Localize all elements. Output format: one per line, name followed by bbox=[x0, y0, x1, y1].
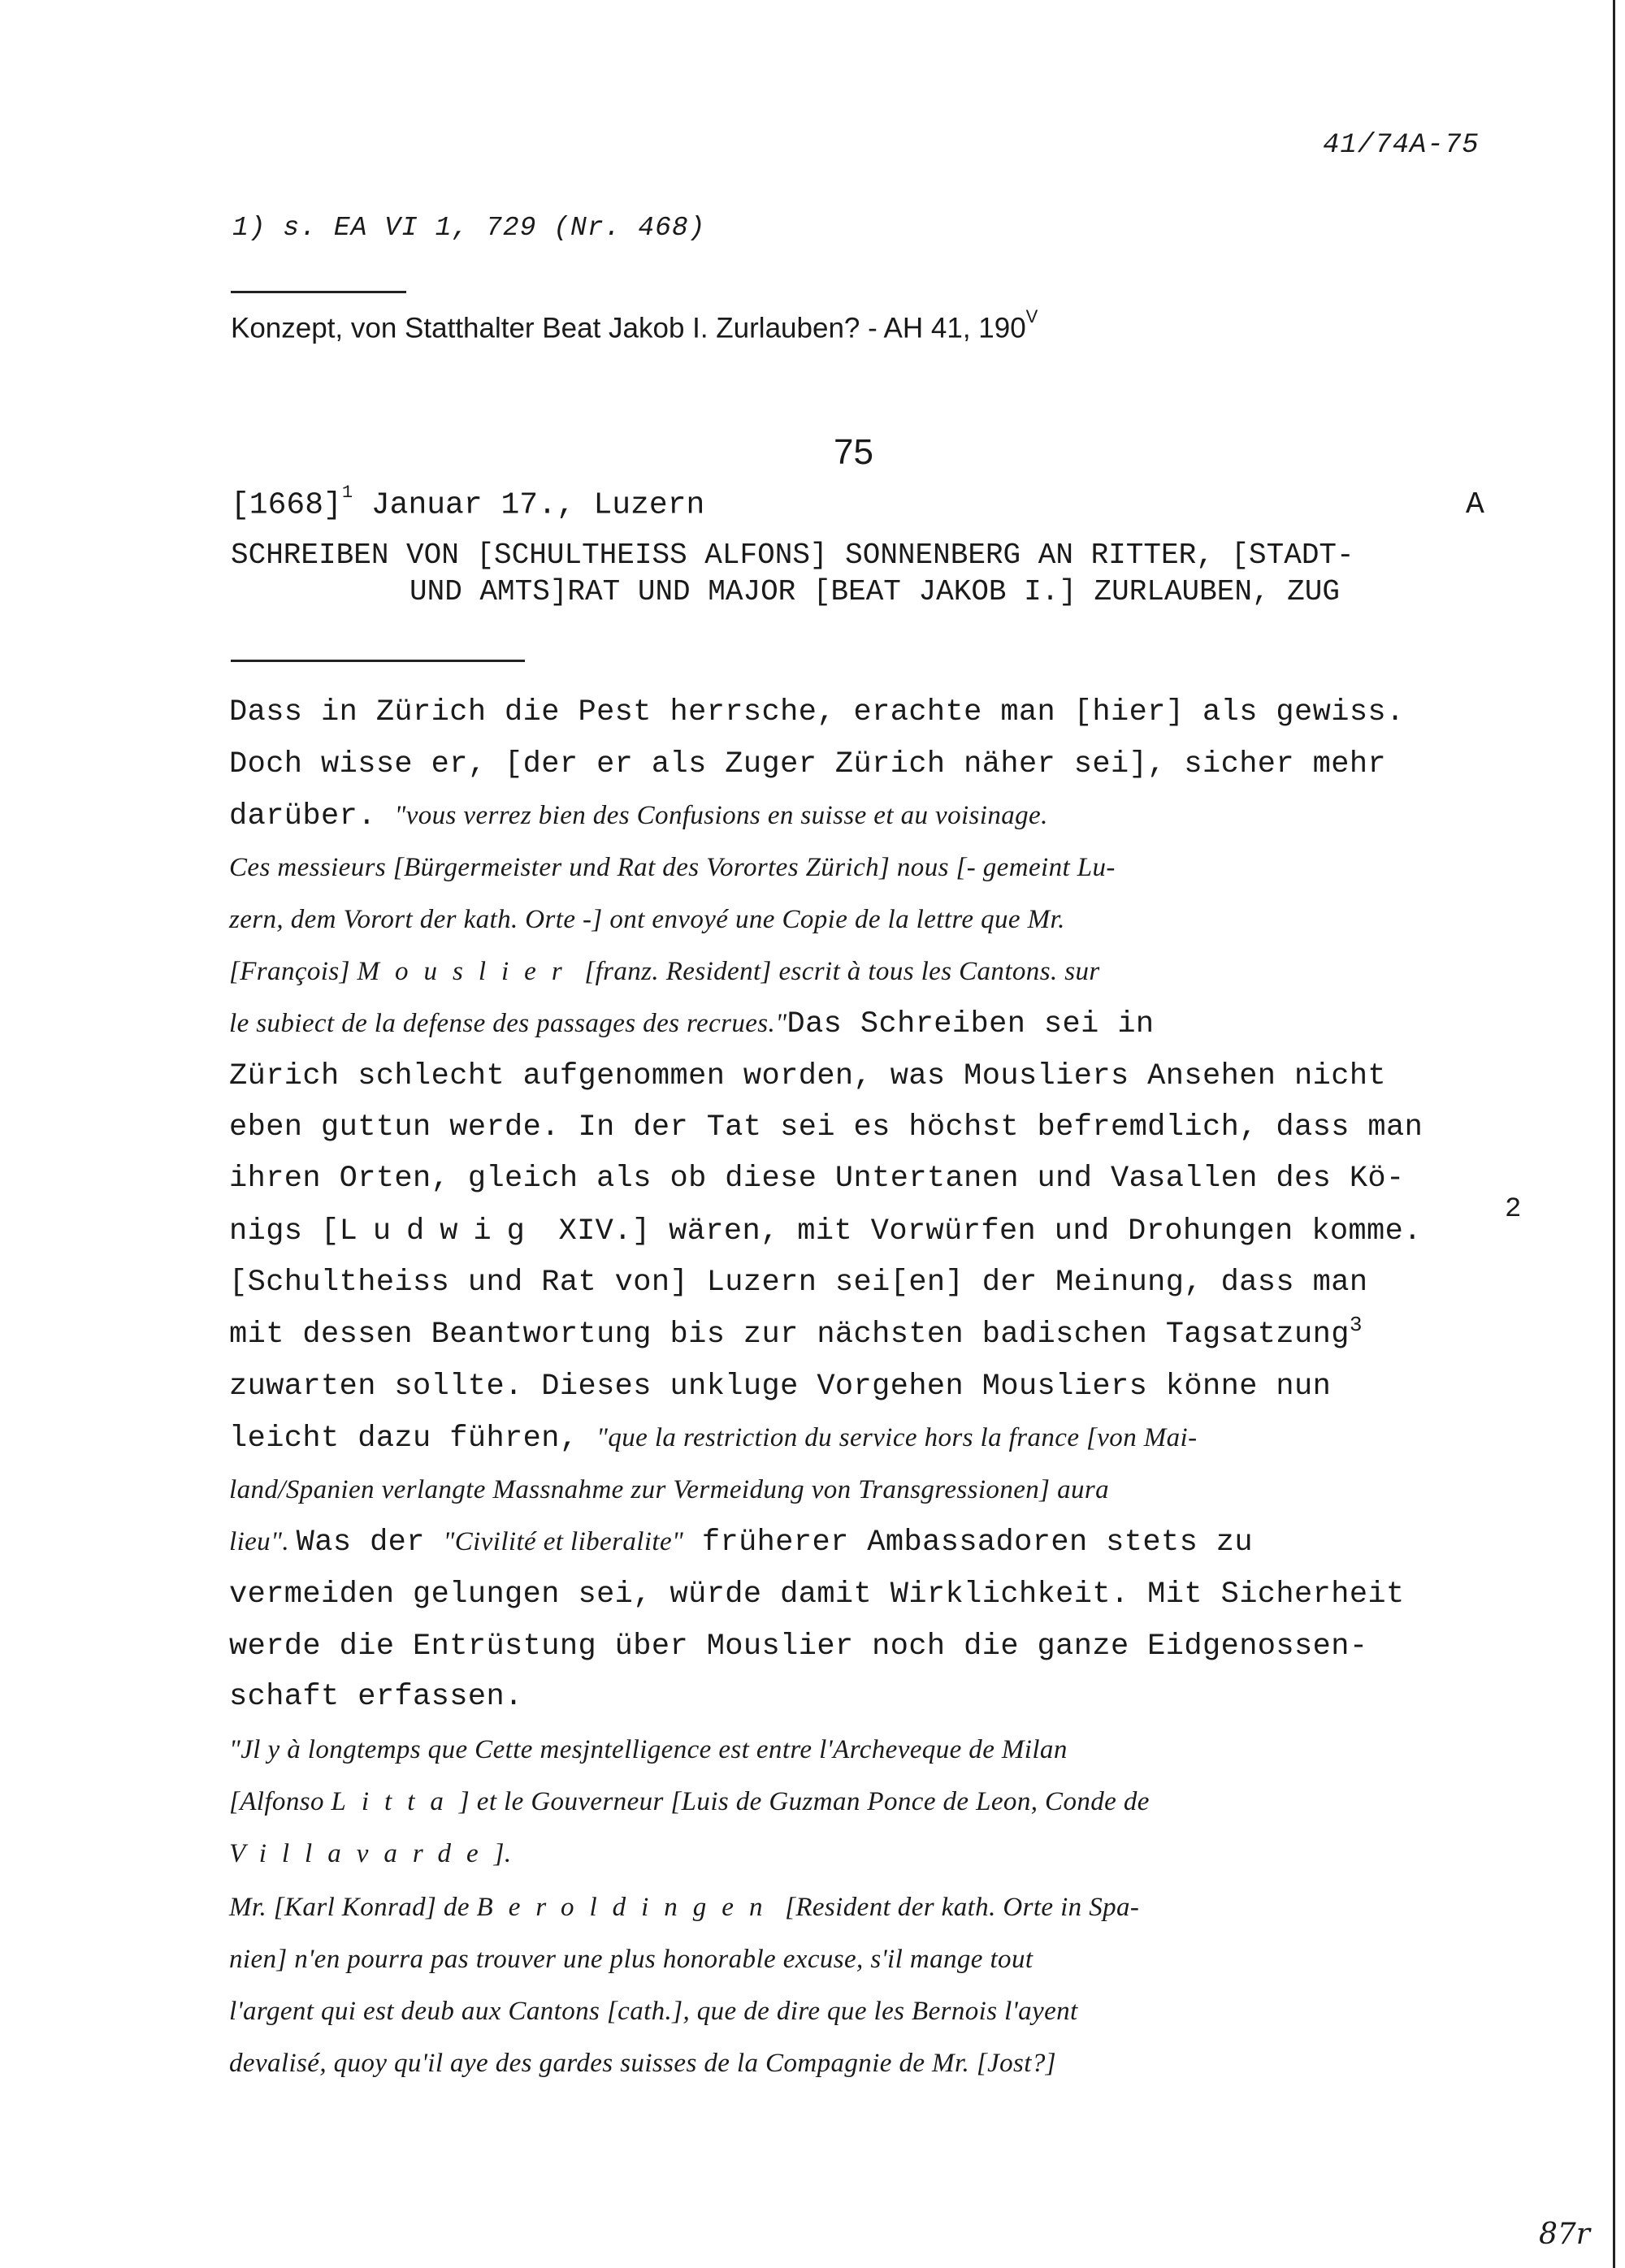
document-number: 75 bbox=[834, 432, 873, 472]
footnote-divider bbox=[231, 291, 406, 293]
quote-line: Ces messieurs [Bürgermeister und Rat des Vorortes Zürich] nous [- gemeint Lu- bbox=[229, 853, 1116, 882]
margin-footnote-marker: 2 bbox=[1505, 1194, 1522, 1225]
body-line bbox=[229, 1313, 1363, 1352]
body-line: ihren Orten, gleich als ob diese Untertanen und Vasallen des Kö- bbox=[229, 1162, 1405, 1196]
body-text: Das Schreiben sei in bbox=[786, 1007, 1155, 1041]
quote-text: "que la restriction du service hors la france [von Mai- bbox=[596, 1423, 1198, 1452]
body-line bbox=[229, 1214, 1422, 1249]
quote-line: land/Spanien verlangte Massnahme zur Vermeidung von Transgressionen] aura bbox=[229, 1475, 1110, 1504]
footnote-reference: 1) s. EA VI 1, 729 (Nr. 468) bbox=[232, 213, 706, 243]
quote-text: Mr. [Karl Konrad] de bbox=[229, 1893, 477, 1922]
quote-line bbox=[229, 1787, 1150, 1817]
body-text: Was der bbox=[296, 1526, 444, 1560]
date-place: Januar 17., Luzern bbox=[353, 487, 705, 523]
spaced-name: Litta bbox=[331, 1787, 459, 1816]
date-year: [1668] bbox=[231, 487, 342, 523]
body-line: Dass in Zürich die Pest herrsche, erachte man [hier] als gewiss. bbox=[229, 695, 1405, 729]
quote-text: "Civilité et liberalite" bbox=[443, 1527, 684, 1556]
quote-text: [Alfonso bbox=[229, 1787, 332, 1816]
document-marker: A bbox=[1466, 487, 1484, 522]
body-line: vermeiden gelungen sei, würde damit Wirklichkeit. Mit Sicherheit bbox=[229, 1578, 1405, 1612]
body-text: früherer Ambassadoren stets zu bbox=[683, 1526, 1253, 1560]
quote-line: l'argent qui est deub aux Cantons [cath.], que de dire que les Bernois l'ayent bbox=[229, 1997, 1078, 2026]
body-line: schaft erfassen. bbox=[229, 1680, 523, 1714]
spaced-name: Mouslier bbox=[357, 957, 578, 986]
quote-text: ] et le Gouverneur [Luis de Guzman Ponce de Leon, Conde de bbox=[458, 1787, 1150, 1816]
letter-heading-line-1: SCHREIBEN VON [SCHULTHEISS ALFONS] SONNENBERG AN RITTER, [STADT- bbox=[231, 539, 1354, 572]
quote-line bbox=[229, 1893, 1139, 1923]
body-text: XIV.] wären, mit Vorwürfen und Drohungen komme. bbox=[540, 1214, 1422, 1249]
body-line: eben guttun werde. In der Tat sei es höchst befremdlich, dass man bbox=[229, 1110, 1424, 1145]
body-line: werde die Entrüstung über Mouslier noch die ganze Eidgenossen- bbox=[229, 1630, 1368, 1664]
body-text: mit dessen Beantwortung bis zur nächsten badischen Tagsatzung bbox=[229, 1318, 1350, 1352]
spaced-name: Beroldingen bbox=[476, 1893, 778, 1922]
body-text: darüber. bbox=[229, 799, 395, 833]
quote-text: [François] bbox=[229, 957, 358, 986]
body-text: nigs [ bbox=[229, 1214, 340, 1249]
body-line: [Schultheiss und Rat von] Luzern sei[en] der Meinung, dass man bbox=[229, 1266, 1368, 1300]
body-line bbox=[229, 799, 1048, 833]
date-footnote-marker: 1 bbox=[341, 483, 353, 503]
body-line: zuwarten sollte. Dieses unkluge Vorgehen Mousliers könne nun bbox=[229, 1370, 1332, 1404]
body-line bbox=[229, 1422, 1198, 1456]
quote-text: "vous verrez bien des Confusions en suisse et au voisinage. bbox=[394, 801, 1048, 830]
source-note-superscript: V bbox=[1025, 306, 1038, 327]
quote-line: nien] n'en pourra pas trouver une plus honorable excuse, s'il mange tout bbox=[229, 1945, 1034, 1974]
quote-line bbox=[229, 957, 1100, 987]
quote-line bbox=[229, 1839, 512, 1869]
spaced-name: Ludwig bbox=[339, 1214, 540, 1249]
quote-text: [franz. Resident] escrit à tous les Cantons. sur bbox=[577, 957, 1100, 986]
body-line: Doch wisse er, [der er als Zuger Zürich näher sei], sicher mehr bbox=[229, 747, 1387, 781]
quote-text: [Resident der kath. Orte in Spa- bbox=[778, 1893, 1140, 1922]
body-line: Zürich schlecht aufgenommen worden, was Mousliers Ansehen nicht bbox=[229, 1059, 1387, 1093]
heading-divider bbox=[231, 660, 525, 662]
date-line bbox=[231, 483, 705, 523]
quote-text: ]. bbox=[493, 1839, 512, 1868]
body-text: leicht dazu führen, bbox=[229, 1422, 597, 1456]
quote-line: zern, dem Vorort der kath. Orte -] ont envoyé une Copie de la lettre que Mr. bbox=[229, 905, 1065, 934]
quote-line: devalisé, quoy qu'il aye des gardes suisses de la Compagnie de Mr. [Jost?] bbox=[229, 2049, 1056, 2078]
source-note-text: Konzept, von Statthalter Beat Jakob I. Zurlauben? - AH 41, 190 bbox=[231, 312, 1026, 344]
page-edge-line bbox=[1613, 0, 1615, 2268]
folio-signature: 87r bbox=[1539, 2218, 1591, 2251]
page-reference: 41/74A-75 bbox=[1323, 130, 1480, 161]
letter-heading-line-2: UND AMTS]RAT UND MAJOR [BEAT JAKOB I.] ZURLAUBEN, ZUG bbox=[410, 575, 1340, 608]
body-line bbox=[229, 1007, 1155, 1041]
source-note bbox=[231, 306, 1038, 345]
quote-line: "Jl y à longtemps que Cette mesjntelligence est entre l'Archeveque de Milan bbox=[229, 1735, 1068, 1764]
quote-text: lieu". bbox=[229, 1527, 297, 1556]
footnote-marker: 3 bbox=[1349, 1313, 1363, 1337]
spaced-name: Villavarde bbox=[229, 1839, 494, 1868]
quote-text: le subiect de la defense des passages des recrues." bbox=[229, 1009, 787, 1038]
body-line bbox=[229, 1526, 1253, 1560]
